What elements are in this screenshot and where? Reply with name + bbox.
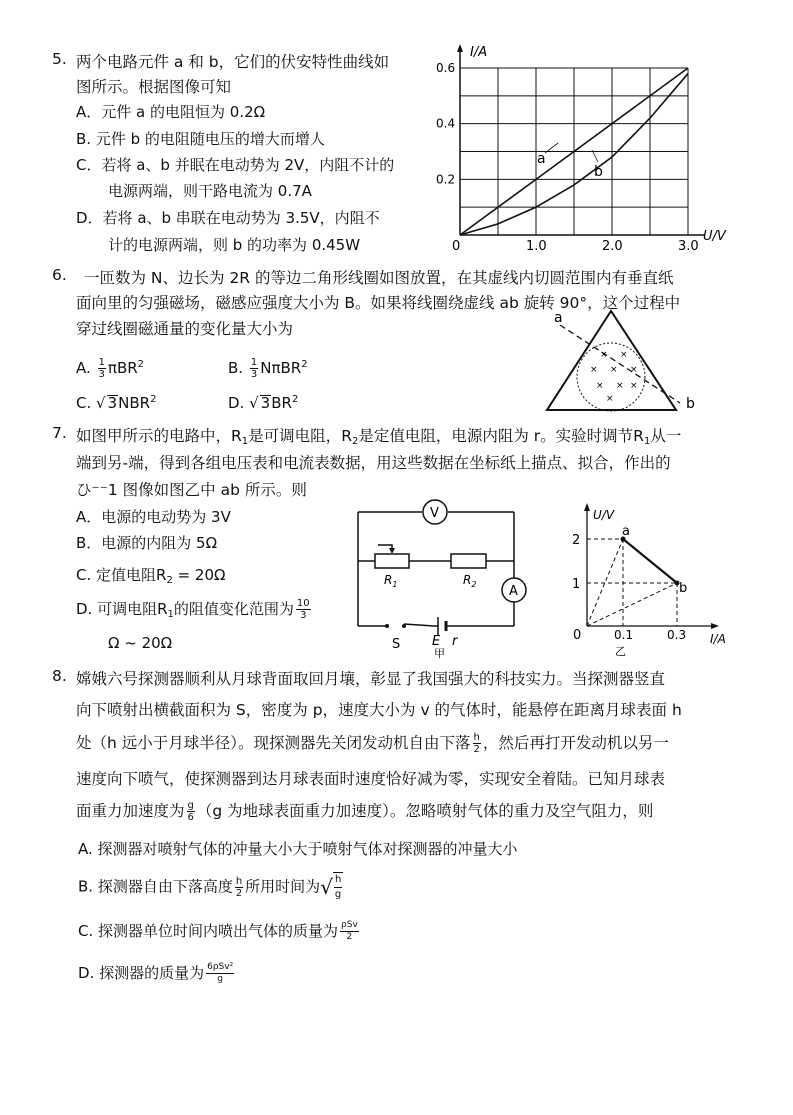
option-label: D. (228, 394, 245, 412)
figure-caption-yi: 乙 (615, 645, 626, 658)
tick-y2: 2 (572, 533, 581, 548)
text: 是定值电阻，电源内阻为 r。实验时调节 (358, 427, 634, 445)
q8-stem-line4: 速度向下喷气，使探测器到达月球表面时速度恰好减为零，实现安全着陆。已知月球表 (76, 770, 666, 788)
q7-option-c (76, 564, 225, 586)
q7-option-b: B．电源的内阻为 5Ω (76, 534, 218, 552)
rotation-axis-ab (560, 325, 680, 403)
frac-den: 3 (98, 369, 105, 380)
superscript: 2 (291, 394, 299, 405)
frac-den: 2 (473, 744, 480, 755)
y-tick-label: 0.4 (436, 116, 456, 131)
voltmeter-symbol: V (430, 506, 439, 521)
q8-stem-line3 (76, 731, 669, 755)
fraction (98, 357, 106, 380)
q5-option-c-line1: C．若将 a、b 并眠在电动势为 2V，内阻不计的 (76, 156, 395, 174)
option-text: πBR (107, 359, 138, 377)
y-axis-label: I/A (470, 45, 488, 60)
series-a-label: a (537, 151, 546, 167)
field-cross: × (596, 381, 604, 391)
text: 的阻值变化范围为 (173, 600, 294, 618)
field-cross: × (630, 365, 638, 375)
option-label: B. (228, 359, 244, 377)
resistor-r2 (451, 554, 486, 568)
text: 是可调电阻， (248, 427, 342, 445)
x-tick-label: 1.0 (526, 239, 547, 254)
text: ，然后再打开发动机以另一 (482, 734, 669, 752)
fraction (250, 357, 258, 380)
fraction (296, 598, 311, 621)
q6-stem-line3: 穿过线圈磁通量的变化量大小为 (76, 320, 294, 338)
q7-circuit-diagram (350, 495, 535, 660)
superscript: 2 (137, 359, 145, 370)
text: （g 为地球表面重力加速度）。忽略喷射气体的重力及空气阻力，则 (196, 802, 654, 820)
frac-num: h (235, 875, 243, 887)
label-a: a (554, 310, 563, 326)
q5-option-c-line2: 电源两端，则干路电流为 0.7A (108, 182, 312, 200)
text: D. 探测器的质量为 (78, 964, 205, 982)
frac-den: g (217, 974, 223, 984)
frac-num: 10 (296, 598, 310, 609)
series-b-label: b (594, 164, 603, 180)
q6-option-c (76, 394, 156, 412)
q7-number: 7. (52, 424, 67, 442)
chart-axes (457, 44, 705, 235)
option-label: A. (76, 359, 91, 377)
radicand: 3 (260, 394, 271, 412)
fraction (187, 800, 195, 823)
q6-stem-line1: 一匝数为 N、边长为 2R 的等边二角形线圈如图放置，在其虚线内切圆范围内有垂直纸 (84, 269, 674, 287)
symbol: R (341, 427, 352, 445)
frac-num: 1 (250, 357, 258, 368)
field-cross: × (620, 350, 628, 360)
switch-label: S (392, 637, 401, 652)
label-a: a (622, 524, 630, 539)
text: 所用时间为 (245, 877, 321, 896)
r2-label: $R_2$ (463, 573, 477, 589)
guide-lines (587, 539, 677, 626)
text: 处（h 远小于月球半径）。现探测器先关闭发动机自由下落 (76, 734, 471, 752)
subscript: 1 (241, 436, 249, 447)
y-axis-label: U/V (593, 508, 615, 522)
q5-stem-line1: 两个电路元件 a 和 b，它们的伏安特性曲线如 (76, 53, 390, 71)
fraction (235, 876, 243, 899)
q8-option-d (78, 962, 236, 985)
text: D. 可调电阻 (76, 600, 158, 618)
resistor-r1 (375, 554, 409, 568)
q5-iu-chart (430, 40, 740, 255)
subscript: 2 (166, 575, 173, 586)
q8-stem-line2: 向下喷射出横截面积为 S，密度为 p，速度大小为 v 的气体时，能悬停在距离月球表面 h (76, 701, 682, 719)
q7-stem-line1 (76, 424, 681, 447)
q5-option-d-line1: D．若将 a、b 串联在电动势为 3.5V，内阻不 (76, 209, 380, 227)
q5-number: 5. (52, 50, 67, 68)
frac-den: 3 (250, 369, 258, 380)
q7-option-d (76, 598, 313, 621)
field-cross: × (610, 365, 618, 375)
subscript: 2 (351, 436, 359, 447)
frac-den: g (334, 889, 342, 900)
frac-num: 6ρSv² (207, 962, 234, 972)
origin-label: 0 (452, 239, 461, 254)
frac-den: 3 (300, 610, 307, 621)
sqrt-sign: √ (320, 875, 333, 899)
option-text: NπBR (260, 359, 302, 377)
frac-num: h (473, 732, 480, 743)
q6-number: 6. (52, 266, 67, 284)
frac-num: g (187, 800, 194, 811)
q8-number: 8. (52, 667, 67, 685)
frac-den: 2 (346, 932, 353, 942)
field-cross: × (590, 365, 598, 375)
tick-x03: 0.3 (667, 628, 687, 642)
x-axis-label: U/V (703, 229, 726, 244)
q8-option-a: A. 探测器对喷射气体的冲量大小大于喷射气体对探测器的冲量大小 (78, 840, 518, 858)
label-b: b (679, 581, 688, 596)
q8-option-c (78, 920, 361, 943)
field-cross: × (616, 381, 624, 391)
text: = 20Ω (172, 566, 226, 584)
line-ab (623, 539, 677, 583)
symbol: R (231, 427, 242, 445)
symbol: R (157, 600, 168, 618)
tick-x01: 0.1 (614, 628, 634, 642)
text: C. 定值电阻 (76, 566, 157, 584)
frac-num: h (334, 873, 342, 888)
text: 从一 (650, 427, 682, 445)
option-text: NBR (118, 394, 151, 412)
frac-num: 1 (98, 357, 105, 368)
ammeter-symbol: A (509, 584, 518, 599)
fraction (473, 732, 481, 755)
x-tick-label: 3.0 (678, 239, 699, 254)
q7-option-d-range: Ω ~ 20Ω (108, 634, 173, 652)
q5-option-d-line2: 计的电源两端，则 b 的功率为 0.45W (108, 236, 361, 254)
superscript: 2 (301, 359, 308, 370)
field-cross: × (630, 381, 638, 391)
x-tick-label: 2.0 (602, 239, 623, 254)
option-label: C. (76, 394, 92, 412)
q7-stem-line3: ひ⁻⁻1 图像如图乙中 ab 所示。则 (76, 481, 307, 499)
q8-option-b (78, 872, 345, 902)
superscript: 2 (150, 394, 157, 405)
text: 面重力加速度为 (76, 802, 185, 820)
tick-y1: 1 (572, 577, 581, 592)
text: B. 探测器自由下落高度 (78, 877, 233, 896)
x-axis-label: I/A (710, 632, 726, 646)
radicand: 3 (107, 394, 118, 412)
q5-stem-line2: 图所示。根据图像可知 (76, 78, 232, 96)
y-tick-label: 0.6 (436, 61, 456, 75)
r1-label: $R_1$ (384, 573, 398, 589)
figure-caption-jia: 甲 (434, 647, 445, 660)
frac-den: 6 (187, 812, 194, 823)
q6-stem-line2: 面向里的匀强磁场，磁感应强度大小为 B。如果将线圈绕虚线 ab 旋转 90°，这个过程中 (76, 294, 681, 312)
q6-option-d (228, 394, 298, 412)
q7-ui-graph (560, 495, 740, 660)
frac-num: ρSv (341, 920, 358, 930)
sqrt-sign: √ (96, 394, 106, 412)
sqrt-sign: √ (249, 394, 259, 412)
fraction (206, 962, 234, 985)
label-b: b (686, 396, 695, 412)
frac-den: 2 (235, 887, 243, 899)
y-tick-label: 0.2 (436, 172, 456, 187)
text: 如图甲所示的电路中， (76, 427, 232, 445)
q5-option-a: A．元件 a 的电阻恒为 0.2Ω (76, 103, 266, 121)
q7-stem-line2: 端到另-端，得到各组电压表和电流表数据，用这些数据在坐标纸上描点、拟合，作出的 (76, 454, 671, 472)
q8-stem-line1: 嫦娥六号探测器顺利从月球背面取回月壤，彰显了我国强大的科技实力。当探测器竖直 (76, 670, 666, 688)
magnetic-field-marks (590, 350, 638, 404)
subscript: 1 (167, 609, 174, 620)
field-cross: × (606, 394, 614, 404)
sqrt-fraction (333, 872, 343, 902)
field-cross: × (600, 350, 608, 360)
text: C. 探测器单位时间内喷出气体的质量为 (78, 922, 339, 940)
fraction (340, 920, 359, 943)
symbol: R (633, 427, 644, 445)
subscript: 1 (643, 436, 651, 447)
symbol: R (156, 566, 167, 584)
q7-option-a: A．电源的电动势为 3V (76, 508, 231, 526)
option-text: BR (271, 394, 292, 412)
q5-option-b: B. 元件 b 的电阻随电压的增大而增人 (76, 130, 325, 148)
tick-origin: 0 (573, 628, 582, 643)
q6-triangle-figure (530, 305, 720, 420)
internal-r-label: r (452, 634, 458, 649)
q8-stem-line5 (76, 799, 653, 823)
q6-option-a (76, 357, 144, 380)
emf-label: E (432, 634, 441, 649)
q6-option-b (228, 357, 308, 380)
